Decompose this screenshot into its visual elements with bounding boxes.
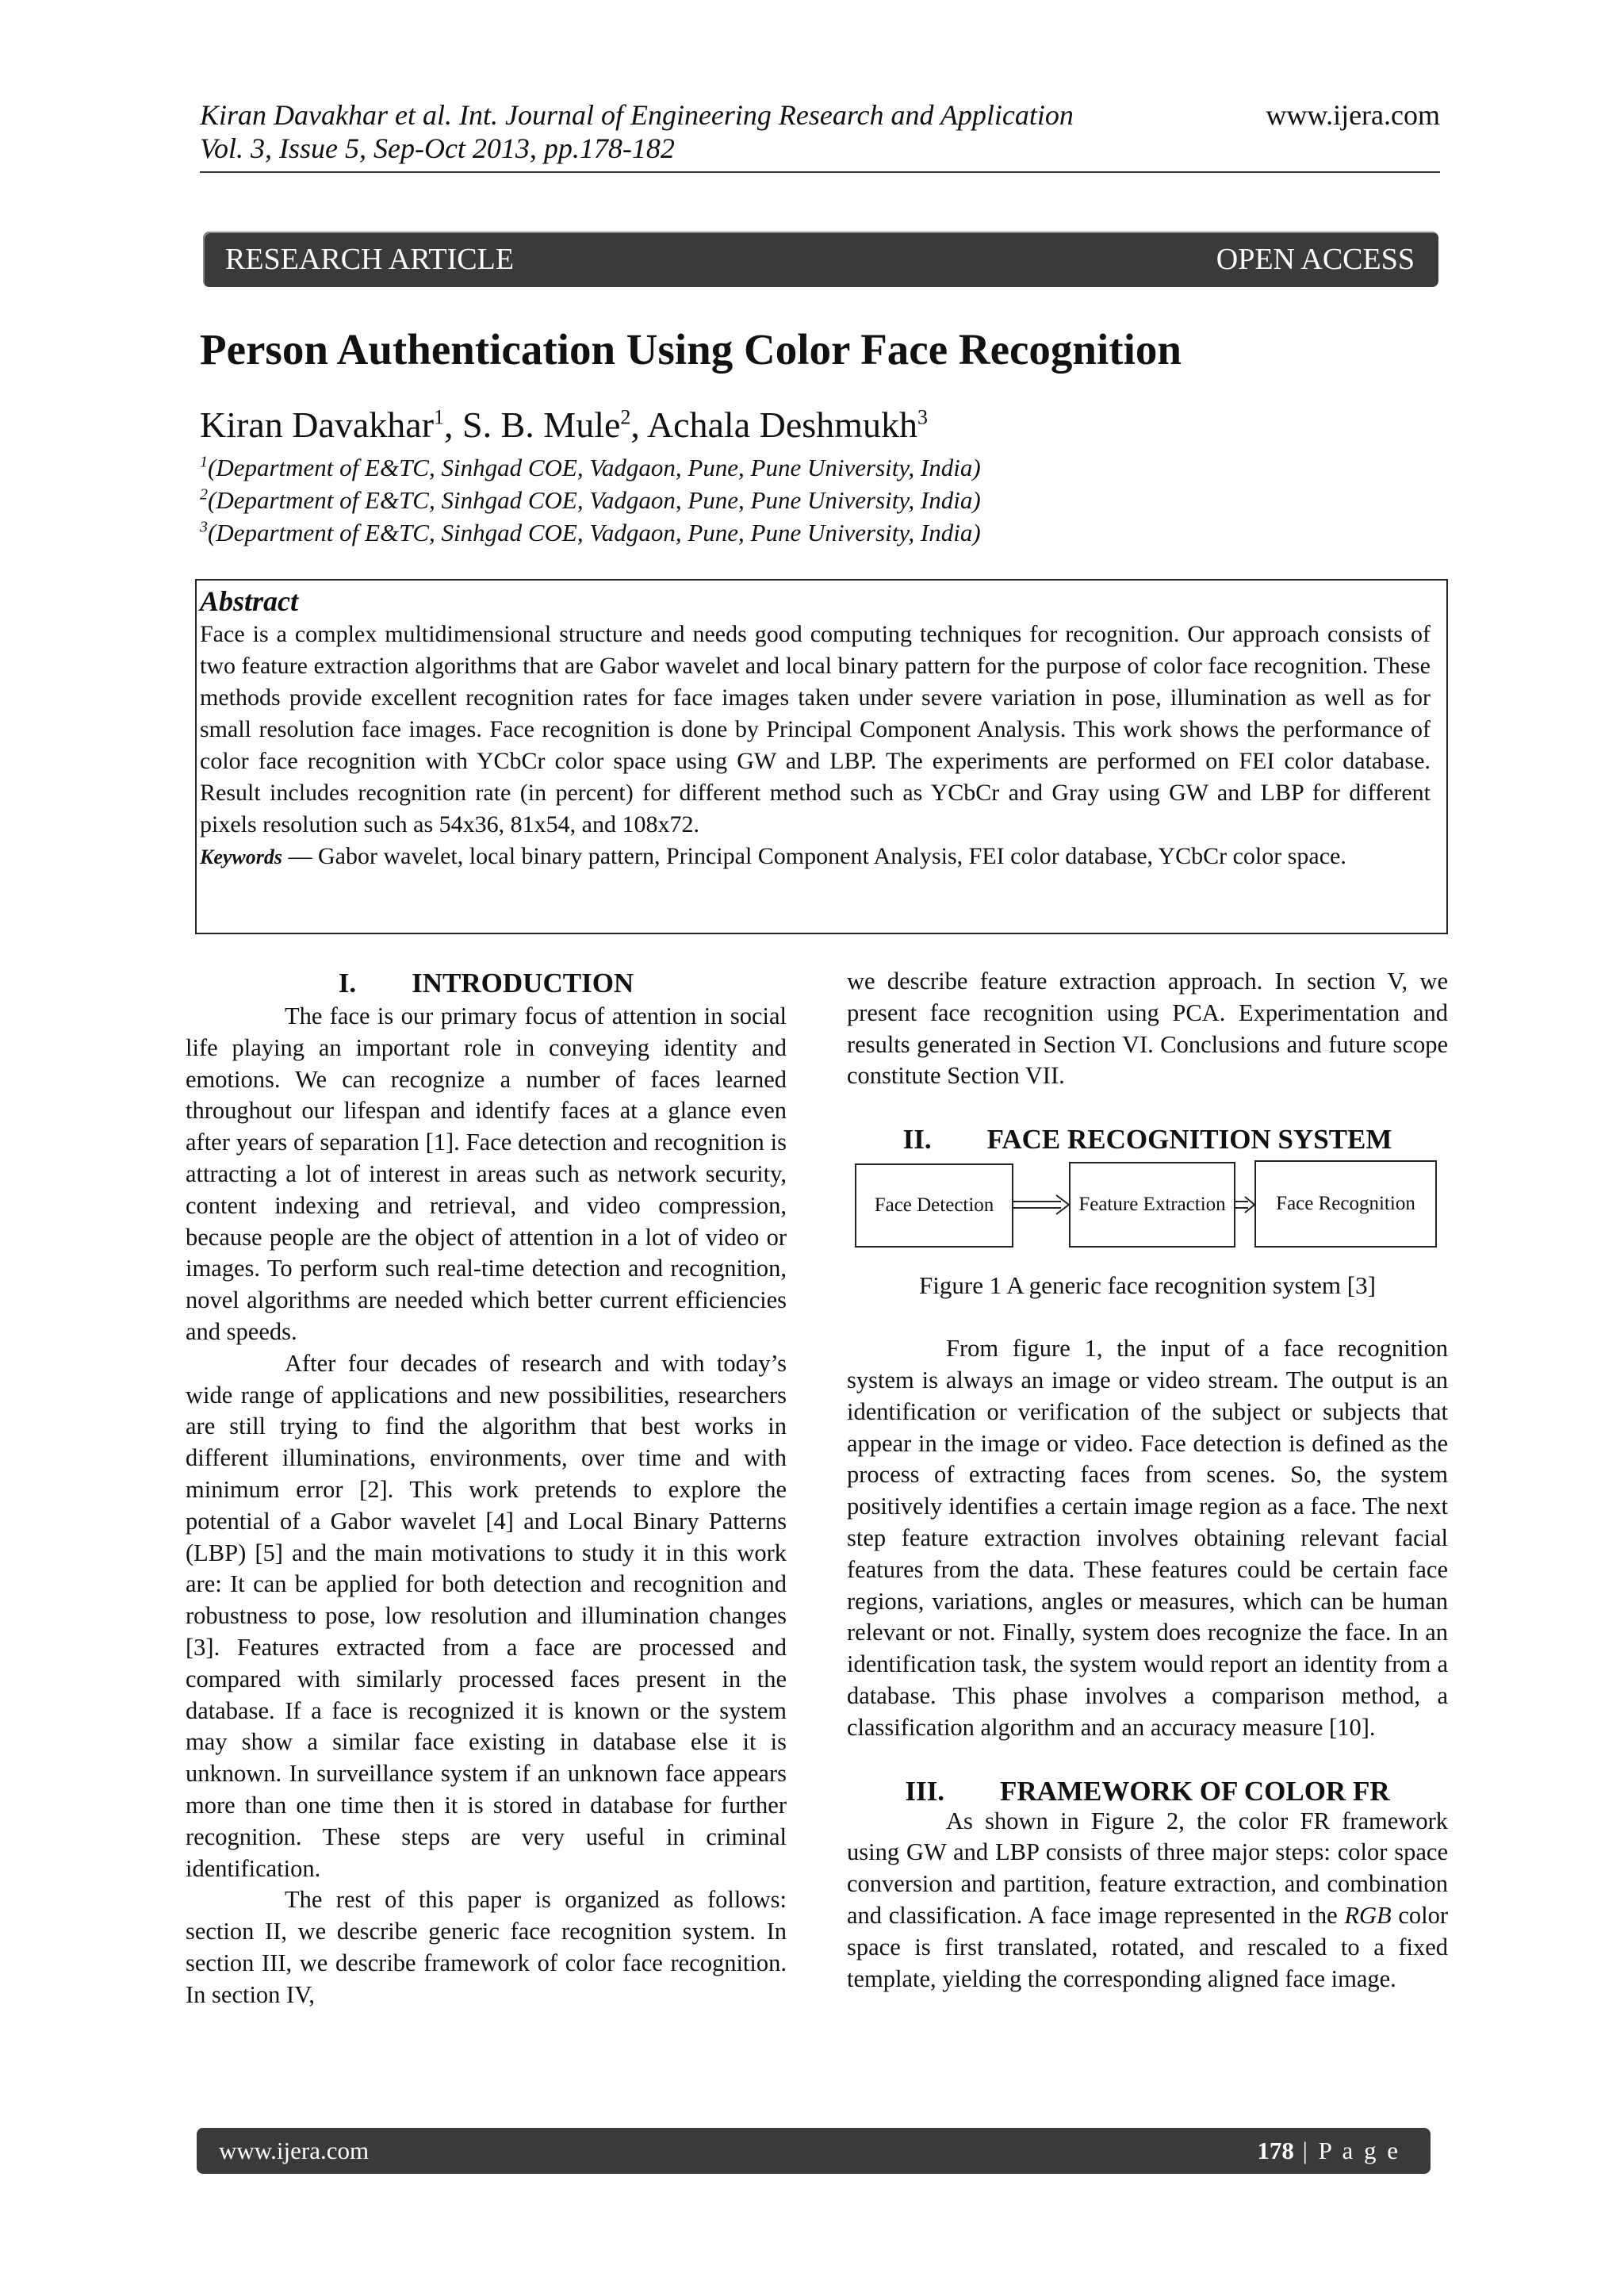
affiliation-sup: 2 <box>200 485 208 504</box>
paragraph: From figure 1, the input of a face recognition system is always an image or video stream. The output is an identification or verification of the subject or subjects that appear in the image or video. Face detection is defined as the process of extracting faces from scenes. So, the system positively identifies a certain image region as a face. The next step feature extraction involves obtaining relevant facial features from the data. These features could be certain face regions, variations, angles or measures, which can be human relevant or not. Finally, system does recognize the face. In an identification task, the system would report an identity from a database. This phase involves a comparison method, a classification algorithm and an accuracy measure [10]. <box>847 1335 1448 1741</box>
abstract-body: Face is a complex multidimensional structure and needs good computing techniques for recognition. Our approach consists of two feature extraction algorithms that are Gabor wavelet and local binary pattern for the purpose of color face recognition. These methods provide excellent recognition rates for face images taken under severe variation in pose, illumination as well as for small resolution face images. Face recognition is done by Principal Component Analysis. This work shows the performance of color face recognition with YCbCr color space using GW and LBP. The experiments are performed on FEI color database. Result includes recognition rate (in percent) for different method such as YCbCr and Gray using GW and LBP for different pixels resolution such as 54x36, 81x54, and 108x72. <box>200 621 1431 838</box>
paragraph: The face is our primary focus of attention in social life playing an important role in conveying identity and emotions. We can recognize a number of faces learned throughout our lifespan and identify faces at a glance even after years of separation [1]. Face detection and recognition is attracting a lot of interest in areas such as network security, content indexing and retrieval, and video compression, because people are the object of attention in a lot of video or images. To perform such real-time detection and recognition, novel algorithms are needed which better current efficiencies and speeds. <box>186 1002 787 1345</box>
affiliation-text: (Department of E&TC, Sinhgad COE, Vadgaon, Pune, Pune University, India) <box>208 454 981 481</box>
author-name: Achala Deshmukh <box>646 404 917 445</box>
face-detection-box: Face Detection <box>855 1163 1013 1248</box>
author-list: Kiran Davakhar$^1$, S. B. Mule$^2$, Achala Deshmukh$^3$ <box>200 404 928 445</box>
right-column <box>847 966 1448 1995</box>
affiliation <box>200 485 981 516</box>
paragraph: After four decades of research and with today’s wide range of applications and new possibilities, researchers are still trying to find the algorithm that best works in different illuminations, environments, over time and with minimum error [2]. This work pretends to explore the potential of a Gabor wavelet [4] and Local Binary Patterns (LBP) [5] and the main motivations to study it in this work are: It can be applied for both detection and recognition and robustness to pose, low resolution and illumination changes [3]. Features extracted from a face are processed and compared with similarly processed faces present in the database. If a face is recognized it is known or the system may show a similar face existing in database else it is unknown. In surveillance system if an unknown face appears more than one time then it is stored in database for further recognition. These steps are very useful in criminal identification. <box>186 1349 787 1882</box>
section-number: I. <box>338 968 357 999</box>
figure-1-diagram <box>847 1159 1448 1270</box>
arrow-icon <box>1013 1195 1069 1214</box>
keywords-text: Gabor wavelet, local binary pattern, Principal Component Analysis, FEI color database, YCbCr color space. <box>318 843 1346 869</box>
figure-1-caption: Figure 1 A generic face recognition system [3] <box>919 1271 1376 1300</box>
affiliation <box>200 517 981 549</box>
author-sup: 1 <box>434 405 445 429</box>
journal-line-1: Kiran Davakhar et al. Int. Journal of Engineering Research and Application <box>200 99 1074 131</box>
text-run-italic: RGB <box>1344 1901 1392 1929</box>
author-name: Kiran Davakhar <box>200 404 435 445</box>
arrow-icon <box>1235 1197 1254 1213</box>
paragraph: The rest of this paper is organized as follows: section II, we describe generic face recognition system. In section III, we describe framework of color face recognition. In section IV, <box>186 1886 787 2008</box>
section-title: INTRODUCTION <box>412 968 634 999</box>
section-heading-framework <box>847 1774 1448 1809</box>
article-type-banner <box>203 232 1438 287</box>
text-run: As shown in Figure 2, the color FR framework using GW and LBP consists of three major steps: color space conversion and partition, feature extraction, and combination and classification. A face image represented in the <box>847 1807 1448 1929</box>
section-heading-introduction <box>186 966 787 1001</box>
section-title: FACE RECOGNITION SYSTEM <box>986 1124 1392 1156</box>
abstract-heading: Abstract <box>200 585 299 617</box>
section-title: FRAMEWORK OF COLOR FR <box>1000 1775 1390 1807</box>
author-name: S. B. Mule <box>462 404 621 445</box>
header-website[interactable]: www.ijera.com <box>1266 99 1440 131</box>
paragraph <box>847 1806 1448 1995</box>
abstract-box <box>195 579 1448 934</box>
section-number: III. <box>905 1775 945 1807</box>
footer-website[interactable]: www.ijera.com <box>219 2137 370 2164</box>
paper-title: Person Authentication Using Color Face Recognition <box>200 325 1182 374</box>
keywords-label: Keywords <box>200 845 282 868</box>
affiliation-sup: 1 <box>200 453 208 471</box>
affiliation-sup: 3 <box>200 518 208 536</box>
page-footer <box>197 2128 1431 2174</box>
section-number: II. <box>902 1124 932 1156</box>
author-sup: 2 <box>620 405 631 429</box>
page-number <box>1257 2128 1400 2174</box>
header-rule <box>200 171 1440 173</box>
paragraph: we describe feature extraction approach. In section V, we present face recognition using PCA. Experimentation and results generated in Section VI. Conclusions and future scope constitute Section VII. <box>847 968 1448 1090</box>
open-access-label: OPEN ACCESS <box>1216 243 1415 276</box>
text-run: color space is first translated, rotated, and rescaled to a fixed template, yielding the corresponding aligned face image. <box>847 1901 1449 1992</box>
page-number-value: 178 <box>1257 2137 1294 2164</box>
section-heading-face-recognition-system <box>847 1122 1448 1157</box>
figure-arrows <box>847 1159 1448 1270</box>
face-recognition-box: Face Recognition <box>1254 1160 1437 1248</box>
affiliation-text: (Department of E&TC, Sinhgad COE, Vadgaon, Pune, Pune University, India) <box>208 519 981 546</box>
page-label: | P a g e <box>1293 2137 1400 2164</box>
left-column <box>186 966 787 2011</box>
author-sup: 3 <box>917 405 928 429</box>
keywords-sep: — <box>282 843 318 869</box>
affiliation <box>200 452 981 484</box>
research-article-label: RESEARCH ARTICLE <box>225 243 515 276</box>
journal-citation <box>200 98 1074 165</box>
journal-line-2: Vol. 3, Issue 5, Sep-Oct 2013, pp.178-182 <box>200 132 675 164</box>
feature-extraction-box: Feature Extraction <box>1069 1162 1235 1248</box>
keywords <box>200 841 1431 873</box>
affiliation-text: (Department of E&TC, Sinhgad COE, Vadgaon, Pune, Pune University, India) <box>208 486 981 514</box>
